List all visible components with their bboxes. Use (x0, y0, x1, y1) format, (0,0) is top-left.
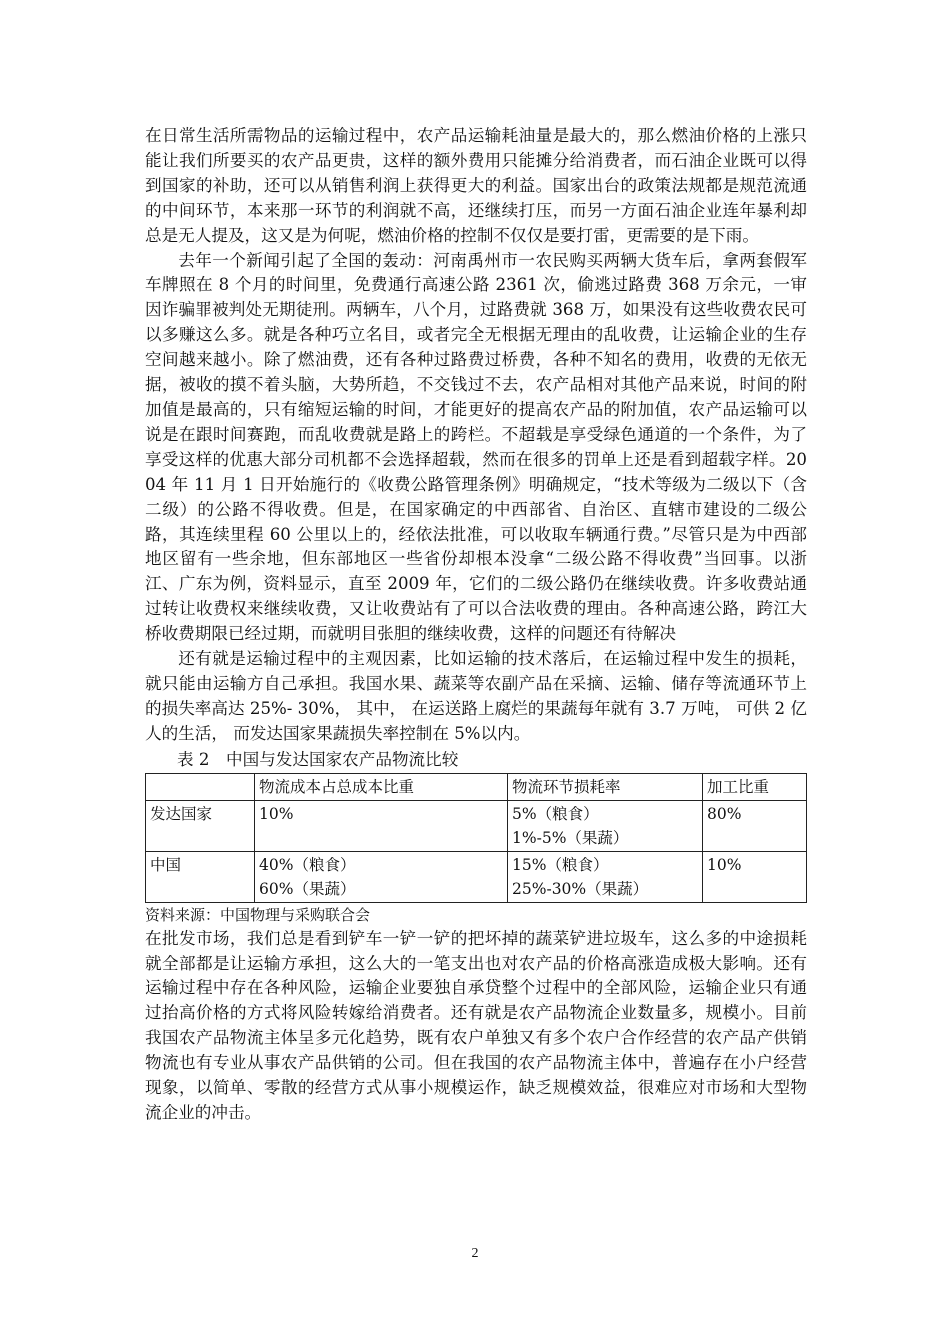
table-row (146, 851, 807, 902)
cell-cost (255, 851, 508, 902)
table-source-note: 资料来源：中国物理与采购联合会 (145, 905, 371, 924)
logistics-comparison-table (145, 773, 807, 903)
cell-loss-line: 25%-30%（果蔬） (512, 879, 649, 898)
paragraph-wholesale-market: 在批发市场，我们总是看到铲车一铲一铲的把坏掉的蔬菜铲进垃圾车，这么多的中途损耗就全部都是让运输方承担，这么大的一笔支出也对农产品的价格高涨造成极大影响。还有运输过程中存在各种风险，运输企业要独自承贷整个过程中的全部风险，运输企业只有通过抬高价格的方式将风险转嫁给消费者。还有就是农产品物流企业数量多，规模小。目前我国农产品物流主体呈多元化趋势，既有农户单独又有多个农户合作经营的农产品产供销物流也有专业从事农产品供销的公司。但在我国的农产品物流主体中，普遍存在小户经营现象，以简单、零散的经营方式从事小规模运作，缺乏规模效益，很难应对市场和大型物流企业的冲击。 (145, 928, 807, 1122)
cell-cost-line: 10% (259, 804, 294, 823)
cell-cost-line: 60%（果蔬） (259, 879, 356, 898)
table-header-row (146, 773, 807, 800)
cell-cost (255, 800, 508, 851)
header-cell-cost-ratio: 物流成本占总成本比重 (255, 773, 508, 800)
table-row (146, 800, 807, 851)
paragraph-toll-fees: 去年一个新闻引起了全国的轰动：河南禹州市一农民购买两辆大货车后，拿两套假军车牌照在 8 个月的时间里，免费通行高速公路 2361 次，偷逃过路费 368 万余元，一审因诈骗罪被判处无期徒刑。两辆车，八个月，过路费就 368 万，如果没有这些收费农民可以多赚这么多。就是各种巧立名目，或者完全无根据无理由的乱收费，让运输企业的生存空间越来越小。除了燃油费，还有各种过路费过桥费，各种不知名的费用，收费的无依无据，被收的摸不着头脑，大势所趋，不交钱过不去，农产品相对其他产品来说，时间的附加值是最高的，只有缩短运输的时间，才能更好的提高农产品的附加值，农产品运输可以说是在跟时间赛跑，而乱收费就是路上的跨栏。不超载是享受绿色通道的一个条件，为了享受这样的优惠大部分司机都不会选择超载，然而在很多的罚单上还是看到超载字样。2004 年 11 月 1 日开始施行的《收费公路管理条例》明确规定，“技术等级为二级以下（含二级）的公路不得收费。但是，在国家确定的中西部省、自治区、直辖市建设的二级公路，其连续里程 60 公里以上的，经依法批准，可以收取车辆通行费。”尽管只是为中西部地区留有一些余地，但东部地区一些省份却根本没拿“二级公路不得收费”当回事。以浙江、广东为例，资料显示，直至 2009 年，它们的二级公路仍在继续收费。许多收费站通过转让收费权来继续收费，又让收费站有了可以合法收费的理由。各种高速公路，跨江大桥收费期限已经过期，而就明目张胆的继续收费，这样的问题还有待解决 (145, 250, 807, 644)
cell-processing: 80% (703, 800, 807, 851)
paragraph-transport-loss: 还有就是运输过程中的主观因素，比如运输的技术落后，在运输过程中发生的损耗，就只能由运输方自己承担。我国水果、蔬菜等农副产品在采摘、运输、储存等流通环节上的损失率高达 25%- 30%， 其中， 在运送路上腐烂的果蔬每年就有 3.7 万吨， 可供 2 亿人的生活， 而发达国家果蔬损失率控制在 5%以内。 (145, 649, 807, 743)
header-cell-loss-rate: 物流环节损耗率 (508, 773, 703, 800)
cell-processing: 10% (703, 851, 807, 902)
cell-loss-line: 5%（粮食） (512, 804, 599, 823)
document-page (145, 124, 807, 1126)
table-caption: 表 2 中国与发达国家农产品物流比较 (177, 749, 459, 769)
paragraph-fuel-cost: 在日常生活所需物品的运输过程中，农产品运输耗油量是最大的，那么燃油价格的上涨只能让我们所要买的农产品更贵，这样的额外费用只能摊分给消费者，而石油企业既可以得到国家的补助，还可以从销售利润上获得更大的利益。国家出台的政策法规都是规范流通的中间环节，本来那一环节的利润就不高，还继续打压，而另一方面石油企业连年暴利却总是无人提及，这又是为何呢，燃油价格的控制不仅仅是要打雷，更需要的是下雨。 (145, 126, 807, 245)
cell-loss (508, 800, 703, 851)
cell-country: 发达国家 (146, 800, 255, 851)
header-cell-processing: 加工比重 (703, 773, 807, 800)
cell-loss-line: 1%-5%（果蔬） (512, 828, 629, 847)
cell-loss (508, 851, 703, 902)
cell-country: 中国 (146, 851, 255, 902)
header-cell-empty (146, 773, 255, 800)
cell-cost-line: 40%（粮食） (259, 855, 356, 874)
page-number: 2 (471, 1246, 479, 1261)
cell-loss-line: 15%（粮食） (512, 855, 609, 874)
